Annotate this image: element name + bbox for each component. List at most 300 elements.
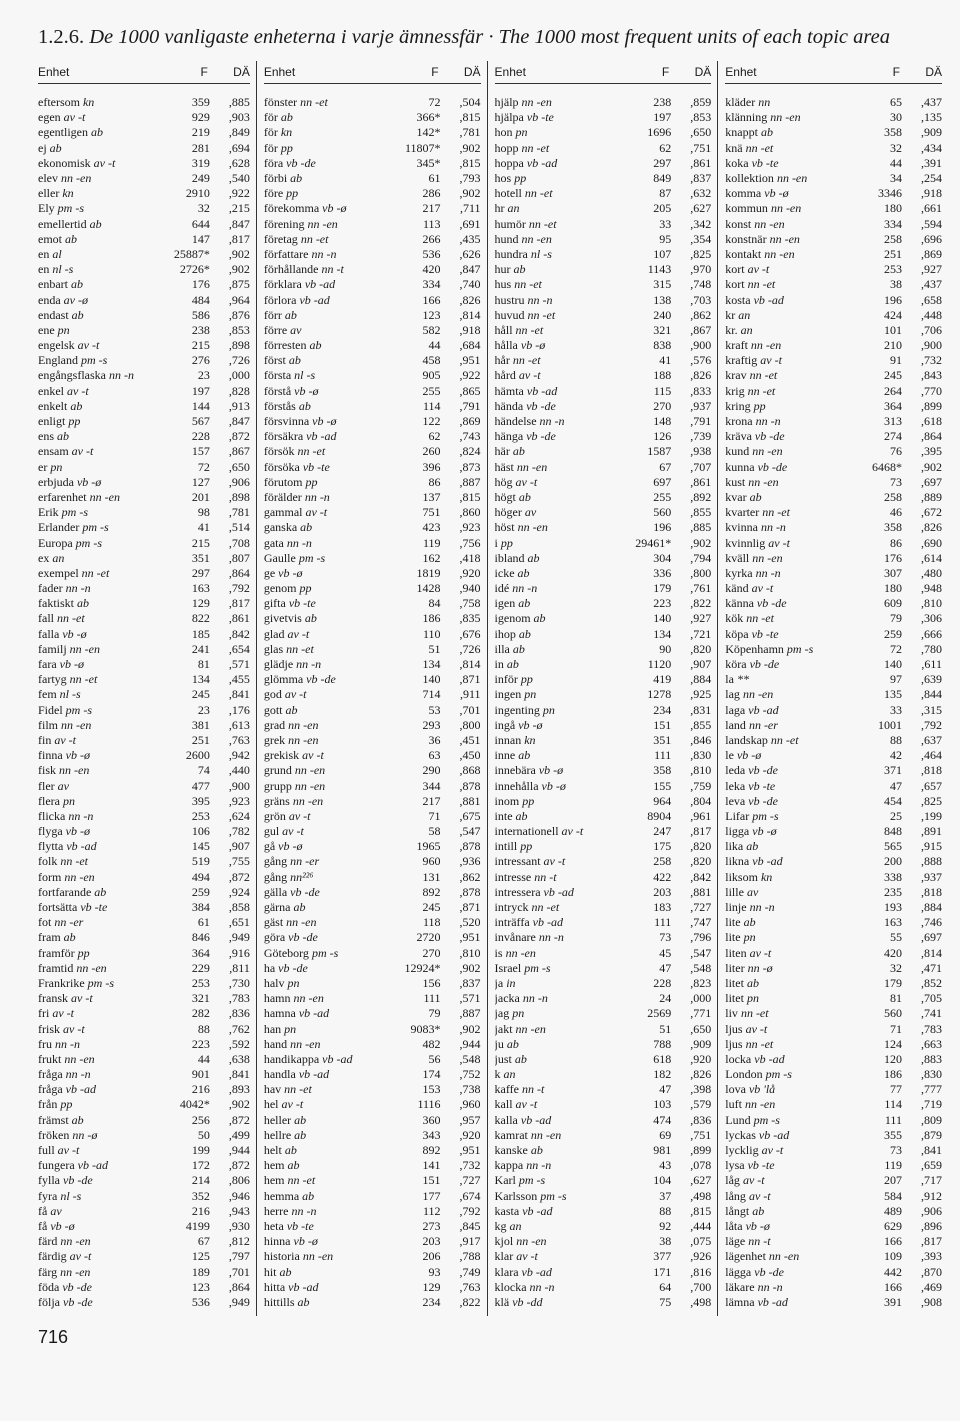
entry-word-cell <box>264 611 389 626</box>
entry-word: emot <box>38 231 62 246</box>
entry-word-cell <box>725 217 850 232</box>
entry-word: hög <box>494 474 513 489</box>
table-row <box>725 627 942 642</box>
entry-frequency: 33 <box>659 216 672 231</box>
entry-frequency: 166 <box>883 1279 902 1294</box>
entry-frequency: 629 <box>883 1218 902 1233</box>
entry-frequency: 69 <box>659 1127 672 1142</box>
entry-word-cell <box>495 1295 620 1310</box>
table-row <box>495 1280 712 1295</box>
entry-pos: vb -ad <box>752 854 783 869</box>
entry-word-cell <box>495 384 620 399</box>
entry-word-cell <box>495 779 620 794</box>
entry-word: fartyg <box>38 672 67 687</box>
table-row <box>725 1037 942 1052</box>
table-row <box>725 1143 942 1158</box>
table-row <box>264 1219 481 1234</box>
entry-word: hämta <box>494 383 524 398</box>
entry-frequency: 107 <box>653 246 672 261</box>
entry-word-cell <box>495 125 620 140</box>
entry-dispersion: ,666 <box>920 626 942 641</box>
entry-pos: nn -en <box>294 778 326 793</box>
entry-word-cell <box>495 854 620 869</box>
entry-frequency: 148 <box>653 414 672 429</box>
header-frequency: F <box>892 65 900 79</box>
entry-word: fransk <box>38 991 68 1006</box>
table-row <box>495 505 712 520</box>
table-row <box>38 1204 250 1219</box>
entry-word: intressera <box>494 884 541 899</box>
entry-frequency: 155 <box>653 778 672 793</box>
entry-word-cell <box>725 596 850 611</box>
entry-dispersion: ,674 <box>459 1188 481 1203</box>
table-row <box>264 642 481 657</box>
entry-pos: nn -en <box>752 550 783 565</box>
entry-word: låta <box>725 1218 743 1233</box>
entry-word-cell <box>495 1204 620 1219</box>
entry-frequency: 788 <box>653 1036 672 1051</box>
entry-frequency: 51 <box>428 641 441 656</box>
entry-word: ene <box>38 322 55 337</box>
entry-word-cell <box>264 475 389 490</box>
entry-frequency: 42 <box>889 748 902 763</box>
entry-frequency: 71 <box>889 1021 902 1036</box>
entry-frequency: 163 <box>191 581 210 596</box>
entry-pos: ab <box>746 975 759 990</box>
entry-word: gång <box>263 854 288 869</box>
entry-pos: av -t <box>515 1097 538 1112</box>
entry-pos: pp <box>77 945 90 960</box>
entry-dispersion: ,000 <box>690 991 712 1006</box>
entry-word: glädje <box>263 657 294 672</box>
entry-pos: ab <box>71 1112 84 1127</box>
entry-word-cell <box>495 1173 620 1188</box>
table-row <box>264 748 481 763</box>
entry-word-cell <box>725 976 850 991</box>
entry-word: intressant <box>494 854 541 869</box>
entry-frequency: 474 <box>653 1112 672 1127</box>
entry-pos: nn -en <box>302 1249 334 1264</box>
entry-pos: ab <box>514 1051 527 1066</box>
table-row <box>495 733 712 748</box>
entry-dispersion: ,393 <box>920 1249 942 1264</box>
entry-pos: nn -et <box>286 641 314 656</box>
entry-pos: pn <box>62 793 75 808</box>
table-row <box>38 1295 250 1310</box>
table-row <box>264 1113 481 1128</box>
table-row <box>725 1158 942 1173</box>
entry-dispersion: ,841 <box>228 687 250 702</box>
entry-pos: vb -de <box>286 155 316 170</box>
entry-word-cell <box>38 794 158 809</box>
entry-pos: vb -de <box>288 930 318 945</box>
entry-pos: nn -er <box>54 915 84 930</box>
entry-word-cell <box>264 976 389 991</box>
entry-word-cell <box>495 338 620 353</box>
entry-dispersion: ,922 <box>459 368 481 383</box>
entry-pos: pn <box>287 975 300 990</box>
entry-word-cell <box>38 946 158 961</box>
header-unit: Enhet <box>263 65 296 79</box>
entry-frequency: 264 <box>883 383 902 398</box>
table-row <box>495 232 712 247</box>
table-row <box>38 368 250 383</box>
table-row <box>264 535 481 550</box>
entry-word-cell <box>264 125 389 140</box>
table-row <box>38 308 250 323</box>
entry-pos: pn <box>512 1006 525 1021</box>
table-row <box>725 217 942 232</box>
entry-word: lag <box>725 687 740 702</box>
entry-dispersion: ,592 <box>228 1036 250 1051</box>
entry-pos: vb -te <box>80 900 108 915</box>
entry-frequency: 141 <box>422 1158 441 1173</box>
entry-dispersion: ,853 <box>690 110 712 125</box>
entry-pos: nn -en <box>505 945 536 960</box>
entry-dispersion: ,676 <box>459 626 481 641</box>
entry-dispersion: ,847 <box>228 414 250 429</box>
entry-word: Gaulle <box>263 550 296 565</box>
entry-dispersion: ,957 <box>459 1112 481 1127</box>
entry-word-cell <box>495 870 620 885</box>
entry-word-cell <box>38 763 158 778</box>
entry-frequency: 93 <box>428 1264 441 1279</box>
entry-frequency: 29461* <box>635 535 672 550</box>
entry-dispersion: ,781 <box>228 505 250 520</box>
entry-frequency: 61 <box>197 915 210 930</box>
entry-word: kalla <box>494 1112 518 1127</box>
entry-word-cell <box>38 839 158 854</box>
entry-pos: nn -t <box>521 1082 545 1097</box>
entry-word-cell <box>725 703 850 718</box>
table-row <box>725 778 942 793</box>
entry-word: film <box>38 717 58 732</box>
entry-frequency: 3346 <box>877 186 902 201</box>
entry-word: glömma <box>263 672 304 687</box>
table-row <box>38 1173 250 1188</box>
entry-word-cell <box>38 277 158 292</box>
entry-frequency: 177 <box>422 1188 441 1203</box>
entry-word-cell <box>725 627 850 642</box>
entry-frequency: 297 <box>653 155 672 170</box>
entry-dispersion: ,663 <box>920 1036 942 1051</box>
entry-frequency: 163 <box>883 915 902 930</box>
entry-word: fortsätta <box>38 900 78 915</box>
page-title <box>38 26 890 49</box>
table-row <box>725 475 942 490</box>
entry-dispersion: ,822 <box>690 596 712 611</box>
entry-frequency: 2569 <box>647 1006 672 1021</box>
entry-frequency: 144 <box>191 398 210 413</box>
entry-word: hr <box>494 201 505 216</box>
column-header <box>725 61 942 84</box>
entry-word-cell <box>725 399 850 414</box>
entry-dispersion: ,944 <box>459 1036 481 1051</box>
entry-pos: nn -n <box>755 565 781 580</box>
entry-word-cell <box>725 1052 850 1067</box>
table-row <box>495 946 712 961</box>
entry-word-cell <box>264 733 389 748</box>
entry-pos: vb -te <box>526 110 554 125</box>
entry-word: Erlander <box>38 520 80 535</box>
entry-word: ingenting <box>494 702 540 717</box>
entry-pos: nn -en <box>307 216 338 231</box>
entry-dispersion: ,951 <box>459 353 481 368</box>
entry-word-cell <box>495 672 620 687</box>
entry-word-cell <box>264 247 389 262</box>
entry-dispersion: ,732 <box>920 353 942 368</box>
entry-pos: av <box>524 505 537 520</box>
entry-dispersion: ,828 <box>228 383 250 398</box>
entry-pos: av -t <box>742 1173 765 1188</box>
entry-dispersion: ,845 <box>459 1218 481 1233</box>
entry-frequency: 189 <box>191 1264 210 1279</box>
table-row <box>264 672 481 687</box>
entry-dispersion: ,395 <box>920 444 942 459</box>
table-row <box>264 414 481 429</box>
entry-pos: nn -n <box>529 1279 555 1294</box>
entry-word: konstnär <box>725 231 767 246</box>
entry-dispersion: ,920 <box>459 1127 481 1142</box>
entry-frequency: 196 <box>883 292 902 307</box>
entry-dispersion: ,861 <box>228 611 250 626</box>
table-row <box>495 961 712 976</box>
entry-pos: vb -te <box>286 1218 314 1233</box>
entry-word: leda <box>725 763 746 778</box>
entry-frequency: 270 <box>422 945 441 960</box>
entry-word-cell <box>38 824 158 839</box>
entry-dispersion: ,824 <box>459 444 481 459</box>
entry-pos: nn -et <box>300 95 328 110</box>
table-row <box>38 125 250 140</box>
entry-pos: nn -en <box>288 732 319 747</box>
entry-dispersion: ,315 <box>920 702 942 717</box>
entry-frequency: 153 <box>422 1082 441 1097</box>
entry-frequency: 137 <box>422 489 441 504</box>
table-row <box>725 733 942 748</box>
entry-word: klara <box>494 1264 519 1279</box>
entry-word-cell <box>725 733 850 748</box>
entry-dispersion: ,727 <box>690 900 712 915</box>
entry-pos: ab <box>293 900 306 915</box>
entry-frequency: 2600 <box>185 748 210 763</box>
entry-word: halv <box>263 975 285 990</box>
entry-frequency: 41 <box>197 520 210 535</box>
entry-dispersion: ,924 <box>228 884 250 899</box>
entry-word-cell <box>264 384 389 399</box>
table-row <box>725 946 942 961</box>
entry-word: laga <box>725 702 746 717</box>
entry-frequency: 53 <box>428 702 441 717</box>
entry-dispersion: ,783 <box>920 1021 942 1036</box>
table-row <box>264 1143 481 1158</box>
entry-word-cell <box>264 1143 389 1158</box>
entry-dispersion: ,613 <box>228 717 250 732</box>
table-row <box>495 748 712 763</box>
entry-dispersion: ,948 <box>920 581 942 596</box>
entry-word-cell <box>495 1189 620 1204</box>
entry-pos: nn -et <box>297 444 326 459</box>
entry-word: intryck <box>494 900 529 915</box>
entry-word: han <box>263 1021 282 1036</box>
entry-pos: av -t <box>67 383 89 398</box>
entry-dispersion: ,822 <box>459 1294 481 1309</box>
entry-dispersion: ,918 <box>459 322 481 337</box>
entry-pos: av -t <box>69 1249 92 1264</box>
entry-pos: pm -s <box>65 702 93 717</box>
table-row <box>38 1067 250 1082</box>
table-row <box>495 1158 712 1173</box>
entry-word-cell <box>38 915 158 930</box>
entry-dispersion: ,818 <box>920 763 942 778</box>
entry-word: emellertid <box>38 216 87 231</box>
entry-frequency: 1696 <box>647 125 672 140</box>
entry-frequency: 97 <box>889 672 902 687</box>
entry-word: förstå <box>263 383 292 398</box>
entry-word-cell <box>38 1219 158 1234</box>
entry-word-cell <box>725 885 850 900</box>
table-row <box>495 703 712 718</box>
entry-pos: nn -et <box>762 505 790 520</box>
entry-dispersion: ,471 <box>920 960 942 975</box>
table-row <box>725 900 942 915</box>
entry-word: höger <box>494 505 522 520</box>
entry-word: inför <box>494 672 518 687</box>
entry-word-cell <box>495 1158 620 1173</box>
entry-pos: nn -en <box>294 763 326 778</box>
entry-frequency: 216 <box>191 1082 210 1097</box>
entry-frequency: 88 <box>659 1203 672 1218</box>
entry-frequency: 207 <box>883 1173 902 1188</box>
entry-frequency: 125 <box>191 1249 210 1264</box>
entry-word: luft <box>725 1097 742 1112</box>
entry-frequency: 140 <box>653 611 672 626</box>
table-row <box>495 460 712 475</box>
entry-pos: ab <box>506 1036 519 1051</box>
entry-pos: pp <box>286 186 299 201</box>
entry-word-cell <box>264 308 389 323</box>
entry-pos: nn -en <box>60 1264 91 1279</box>
entry-dispersion: ,504 <box>459 95 481 110</box>
entry-frequency: 47 <box>889 778 902 793</box>
entry-dispersion: ,831 <box>690 702 712 717</box>
header-frequency: F <box>661 65 670 79</box>
entry-dispersion: ,861 <box>690 155 712 170</box>
entry-dispersion: ,937 <box>920 869 942 884</box>
entry-word: förstås <box>263 398 296 413</box>
entry-word: hemma <box>263 1188 300 1203</box>
entry-pos: vb -de <box>290 884 320 899</box>
table-row <box>725 384 942 399</box>
table-row <box>495 535 712 550</box>
header-dispersion: DÄ <box>694 65 712 79</box>
entry-word-cell <box>38 687 158 702</box>
table-row <box>264 551 481 566</box>
entry-word: flera <box>38 793 60 808</box>
entry-word-cell <box>725 293 850 308</box>
entry-pos: av -t <box>745 1021 768 1036</box>
entry-word-cell <box>725 763 850 778</box>
entry-word: internationell <box>494 824 559 839</box>
table-row <box>38 642 250 657</box>
entry-word-cell <box>495 611 620 626</box>
table-row <box>495 991 712 1006</box>
table-row <box>264 399 481 414</box>
entry-dispersion: ,869 <box>920 246 942 261</box>
entry-pos: nn -et <box>515 322 544 337</box>
entry-word: framtid <box>38 960 74 975</box>
entry-word-cell <box>264 520 389 535</box>
entry-word: färg <box>38 1264 58 1279</box>
entry-pos: av -t <box>54 732 76 747</box>
entry-word: högt <box>494 489 516 504</box>
entry-word-cell <box>725 900 850 915</box>
entry-word: hoppa <box>494 155 524 170</box>
entry-frequency: 273 <box>422 1218 441 1233</box>
entry-word-cell <box>38 642 158 657</box>
entry-word: frukt <box>38 1051 62 1066</box>
entry-frequency: 424 <box>883 307 902 322</box>
entry-word-cell <box>264 277 389 292</box>
entry-pos: nn -en <box>64 1051 95 1066</box>
table-row <box>264 703 481 718</box>
entry-word: ja <box>494 975 504 990</box>
table-row <box>264 323 481 338</box>
entry-frequency: 253 <box>883 262 902 277</box>
entry-pos: nn -n <box>108 368 134 383</box>
table-row <box>725 1234 942 1249</box>
header-dispersion: DÄ <box>925 65 942 79</box>
entry-dispersion: ,938 <box>690 444 712 459</box>
entry-pos: nn -er <box>290 854 320 869</box>
table-row <box>38 1097 250 1112</box>
entry-word-cell <box>725 1265 850 1280</box>
entry-frequency: 9083* <box>410 1021 441 1036</box>
header-dispersion: DÄ <box>463 65 481 79</box>
entry-word-cell <box>38 885 158 900</box>
entry-pos: kn <box>280 125 293 140</box>
entry-frequency: 582 <box>422 322 441 337</box>
entry-frequency: 123 <box>191 1279 210 1294</box>
entry-word: höst <box>494 520 515 535</box>
entry-dispersion: ,810 <box>690 763 712 778</box>
entry-pos: nn -et <box>57 611 85 626</box>
entry-frequency: 905 <box>422 368 441 383</box>
table-row <box>725 535 942 550</box>
entry-frequency: 223 <box>653 596 672 611</box>
table-row <box>38 353 250 368</box>
entry-word-cell <box>264 839 389 854</box>
entry-pos: av -t <box>748 1188 771 1203</box>
entry-dispersion: ,826 <box>920 520 942 535</box>
entry-pos: vb -ø <box>541 778 566 793</box>
entry-frequency: 560 <box>653 505 672 520</box>
entry-pos: vb -ø <box>278 839 303 854</box>
entry-pos: nn -en <box>64 869 95 884</box>
entry-word-cell <box>38 444 158 459</box>
entry-word-cell <box>495 657 620 672</box>
entry-pos: nn -en <box>521 231 552 246</box>
entry-dispersion: ,869 <box>459 414 481 429</box>
entry-word: ej <box>38 140 47 155</box>
entry-frequency: 73 <box>889 474 902 489</box>
table-row <box>725 110 942 125</box>
entry-dispersion: ,836 <box>228 1006 250 1021</box>
entry-word: krig <box>725 383 745 398</box>
table-row <box>264 809 481 824</box>
entry-word-cell <box>38 611 158 626</box>
entry-word: liter <box>725 960 745 975</box>
